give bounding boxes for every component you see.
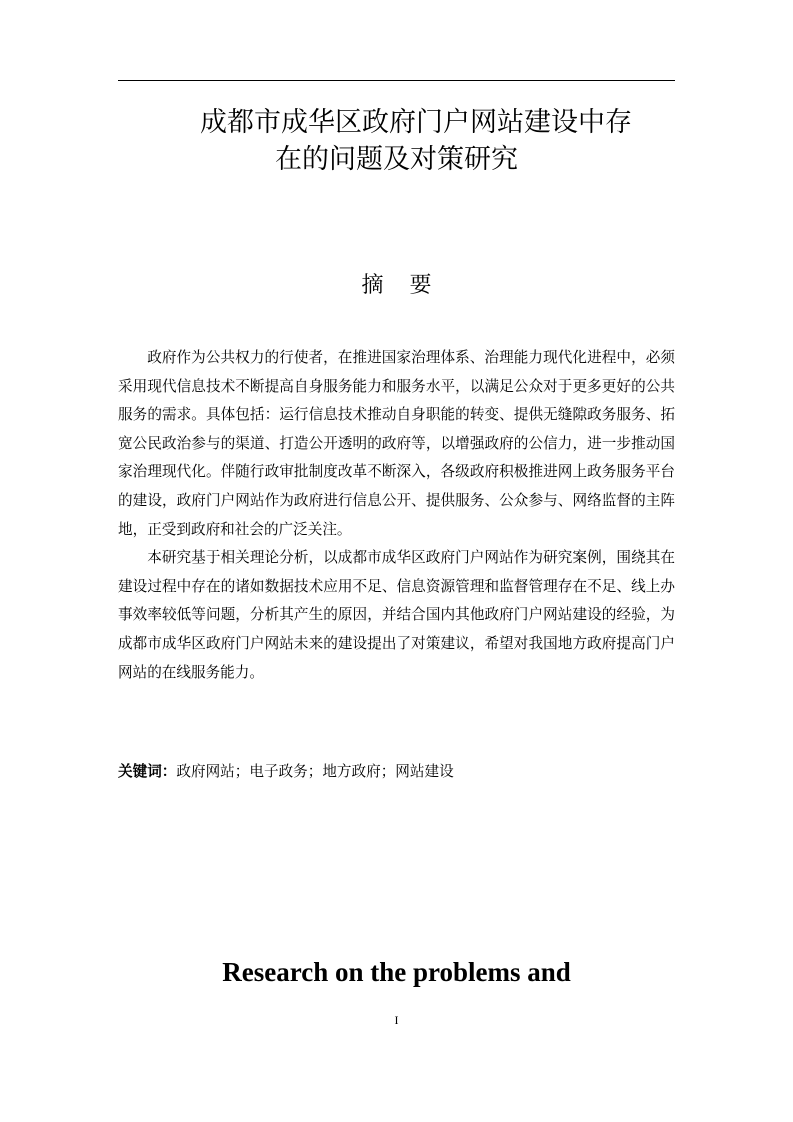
header-rule [118, 80, 675, 81]
document-title-line-1: 成都市成华区政府门户网站建设中存 [200, 107, 632, 138]
keywords-label: 关键词： [118, 763, 177, 780]
page-number: I [394, 1013, 399, 1027]
keywords [118, 758, 675, 786]
abstract-paragraph-1: 政府作为公共权力的行使者，在推进国家治理体系、治理能力现代化进程中，必须采用现代信息技术不断提高自身服务能力和服务水平，以满足公众对于更多更好的公共服务的需求。具体包括：运行信息技术推动自身职能的转变、提供无缝隙政务服务、拓宽公民政治参与的渠道、打造公开透明的政府等，以增强政府的公信力，进一步推动国家治理现代化。伴随行政审批制度改革不断深入，各级政府积极推进网上政务服务平台的建设，政府门户网站作为政府进行信息公开、提供服务、公众参与、网络监督的主阵地，正受到政府和社会的广泛关注。 [118, 349, 675, 538]
document-title-line-2: 在的问题及对策研究 [275, 144, 518, 175]
english-title: Research on the problems and [222, 957, 571, 987]
abstract-body [118, 344, 675, 687]
abstract-paragraph-2: 本研究基于相关理论分析，以成都市成华区政府门户网站作为研究案例，围绕其在建设过程中存在的诸如数据技术应用不足、信息资源管理和监督管理存在不足、线上办事效率较低等问题，分析其产生的原因，并结合国内其他政府门户网站建设的经验，为成都市成华区政府门户网站未来的建设提出了对策建议，希望对我国地方政府提高门户网站的在线服务能力。 [118, 549, 675, 681]
abstract-heading: 摘要 [361, 273, 458, 298]
keywords-text: 政府网站；电子政务；地方政府；网站建设 [176, 763, 454, 780]
